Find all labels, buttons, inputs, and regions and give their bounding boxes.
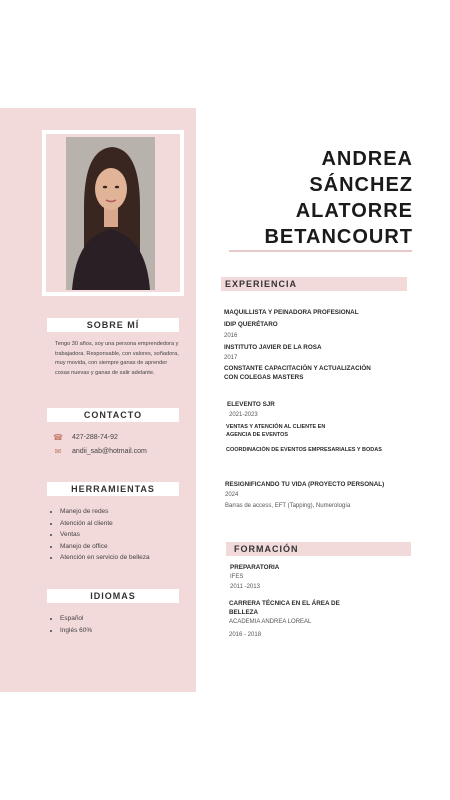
job4-title: RESIGNIFICANDO TU VIDA (PROYECTO PERSONAL) [225, 481, 385, 488]
job1-org: IDIP QUERÉTARO [224, 321, 278, 328]
email-address[interactable]: andii_sab@hotmail.com [72, 448, 147, 455]
phone-number: 427-288-74-92 [72, 434, 118, 441]
edu1-school: IFES [230, 574, 244, 580]
job2-org: INSTITUTO JAVIER DE LA ROSA [224, 344, 322, 351]
contact-phone [52, 433, 118, 442]
full-name [264, 146, 413, 250]
edu1-years: 2011 -2013 [230, 584, 260, 590]
name-divider [229, 250, 412, 252]
name-line: ALATORRE [295, 200, 413, 222]
list-item: • Ventas [60, 529, 190, 541]
education-title: FORMACIÓN [226, 542, 411, 556]
profile-photo [66, 137, 155, 290]
languages-list [50, 613, 190, 636]
job1-year: 2016 [224, 333, 238, 339]
job2-desc: CONSTANTE CAPACITACIÓN Y ACTUALIZACIÓN CON COLEGAS MASTERS [224, 365, 371, 381]
contact-title: CONTACTO [47, 408, 179, 422]
name-line: BETANCOURT [264, 226, 413, 248]
list-item: • Manejo de redes [60, 506, 190, 518]
tools-title: HERRAMIENTAS [47, 482, 179, 496]
list-item: • Atención al cliente [60, 518, 190, 530]
job2-year: 2017 [224, 355, 238, 361]
job3-org: ELEVENTO SJR [227, 401, 275, 408]
list-item: • Español [60, 613, 190, 625]
job4-desc: Barras de access, EFT (Tapping), Numerología [225, 503, 351, 509]
phone-icon: ☎ [53, 433, 63, 442]
name-line: SÁNCHEZ [309, 174, 413, 196]
list-item: • Atención en servicio de belleza [60, 552, 190, 564]
name-line: ANDREA [321, 148, 413, 170]
job3-years: 2021-2023 [229, 412, 258, 418]
about-title: SOBRE MÍ [47, 318, 179, 332]
edu2-years: 2016 - 2018 [229, 632, 262, 638]
edu2-title: CARRERA TÉCNICA EN EL ÁREA DE BELLEZA [229, 600, 340, 616]
job1-role: MAQUILLISTA Y PEINADORA PROFESIONAL [224, 309, 359, 316]
edu1-title: PREPARATORIA [230, 564, 280, 571]
languages-title: IDIOMAS [47, 589, 179, 603]
list-item: • Inglés 60% [60, 625, 190, 637]
envelope-icon: ✉ [54, 447, 62, 456]
tools-list [50, 506, 190, 564]
list-item: • Manejo de office [60, 541, 190, 553]
about-text: Tengo 30 años, soy una persona emprendedora y trabajadora. Responsable, con valores, soñadora, muy movida, con siempre ganas de aprender cosas nuevas y ganas de salir adelante. [55, 341, 179, 376]
job3-desc: VENTAS Y ATENCIÓN AL CLIENTE EN AGENCIA DE EVENTOS [226, 424, 326, 438]
job4-year: 2024 [225, 492, 239, 498]
job3-desc2: COORDINACIÓN DE EVENTOS EMPRESARIALES Y BODAS [226, 447, 382, 453]
experience-title: EXPERIENCIA [221, 277, 407, 291]
contact-email[interactable] [52, 447, 147, 456]
edu2-school: ACADEMIA ANDREA LOREAL [229, 619, 312, 625]
